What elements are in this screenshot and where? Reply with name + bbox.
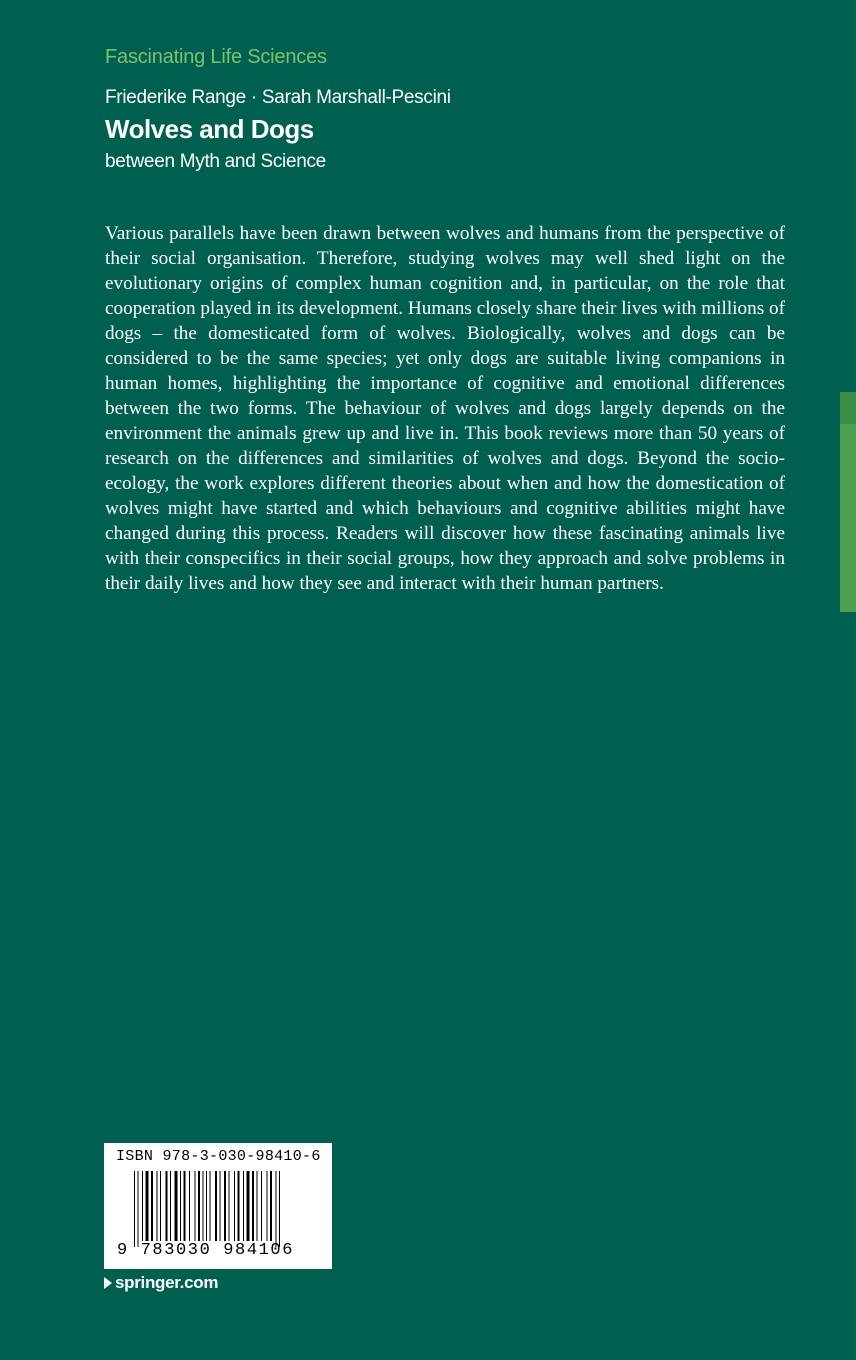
barcode-bar <box>195 1171 196 1241</box>
barcode-bars <box>134 1171 312 1247</box>
book-subtitle: between Myth and Science <box>105 151 326 172</box>
side-tab <box>840 392 856 612</box>
barcode-bar <box>224 1171 226 1241</box>
barcode-bar <box>210 1171 211 1241</box>
barcode-bar <box>220 1171 221 1241</box>
barcode-bar <box>170 1171 171 1241</box>
barcode-bar <box>151 1171 153 1241</box>
barcode-bar <box>206 1171 207 1241</box>
barcode-bar <box>247 1171 250 1241</box>
authors: Friederike Range · Sarah Marshall-Pescini <box>105 87 451 108</box>
barcode-bar <box>166 1171 168 1241</box>
series-name: Fascinating Life Sciences <box>105 46 327 68</box>
barcode-box <box>104 1143 332 1269</box>
isbn-label: ISBN 978-3-030-98410-6 <box>116 1148 321 1165</box>
barcode-bar <box>270 1171 272 1241</box>
barcode-bar <box>243 1171 244 1241</box>
barcode-bar <box>189 1171 190 1241</box>
barcode-bar <box>279 1171 280 1247</box>
barcode-bar <box>203 1171 204 1241</box>
blurb-text: Various parallels have been drawn between wolves and humans from the perspective of their social organisation. Therefore, studying wolves may well shed light on the evolutionary origins of complex human cognition and, in particular, on the role that cooperation played in its development. Humans closely share their lives with millions of dogs – the domesticated form of wolves. Biologically, wolves and dogs can be considered to be the same species; yet only dogs are suitable living companions in human homes, highlighting the importance of cognitive and emotional differences between the two forms. The behaviour of wolves and dogs largely depends on the environment the animals grew up and live in. This book reviews more than 50 years of research on the differences and similarities of wolves and dogs. Beyond the socio-ecology, the work explores different theories about when and how the domestication of wolves might have started and which behaviours and cognitive abilities might have changed during this process. Readers will discover how these fascinating animals live with their conspecifics in their social groups, how they approach and solve problems in their daily lives and how they see and interact with their human partners. <box>105 223 785 594</box>
barcode-bar <box>198 1171 200 1241</box>
publisher-link[interactable] <box>104 1273 218 1293</box>
barcode-bar <box>146 1171 149 1241</box>
barcode-bar <box>276 1171 277 1247</box>
barcode-bar <box>157 1171 158 1241</box>
side-tab-accent <box>840 392 856 424</box>
barcode-bar <box>138 1171 139 1247</box>
barcode-bar <box>180 1171 181 1241</box>
barcode-bar <box>175 1171 178 1241</box>
ean-digits: 9 783030 984106 <box>117 1241 295 1260</box>
barcode-bar <box>215 1171 217 1241</box>
barcode-bar <box>184 1171 186 1241</box>
barcode-bar <box>134 1171 135 1247</box>
arrow-right-icon <box>104 1277 112 1289</box>
barcode-bar <box>142 1171 143 1241</box>
barcode-bar <box>261 1171 262 1241</box>
barcode-bar <box>238 1171 240 1241</box>
publisher-url: springer.com <box>115 1273 219 1292</box>
barcode-bar <box>229 1171 230 1241</box>
barcode-bar <box>267 1171 268 1241</box>
barcode-bar <box>234 1171 235 1241</box>
barcode-bar <box>257 1171 258 1241</box>
barcode-bar <box>160 1171 161 1241</box>
barcode-bar <box>252 1171 254 1241</box>
book-title: Wolves and Dogs <box>105 114 314 144</box>
